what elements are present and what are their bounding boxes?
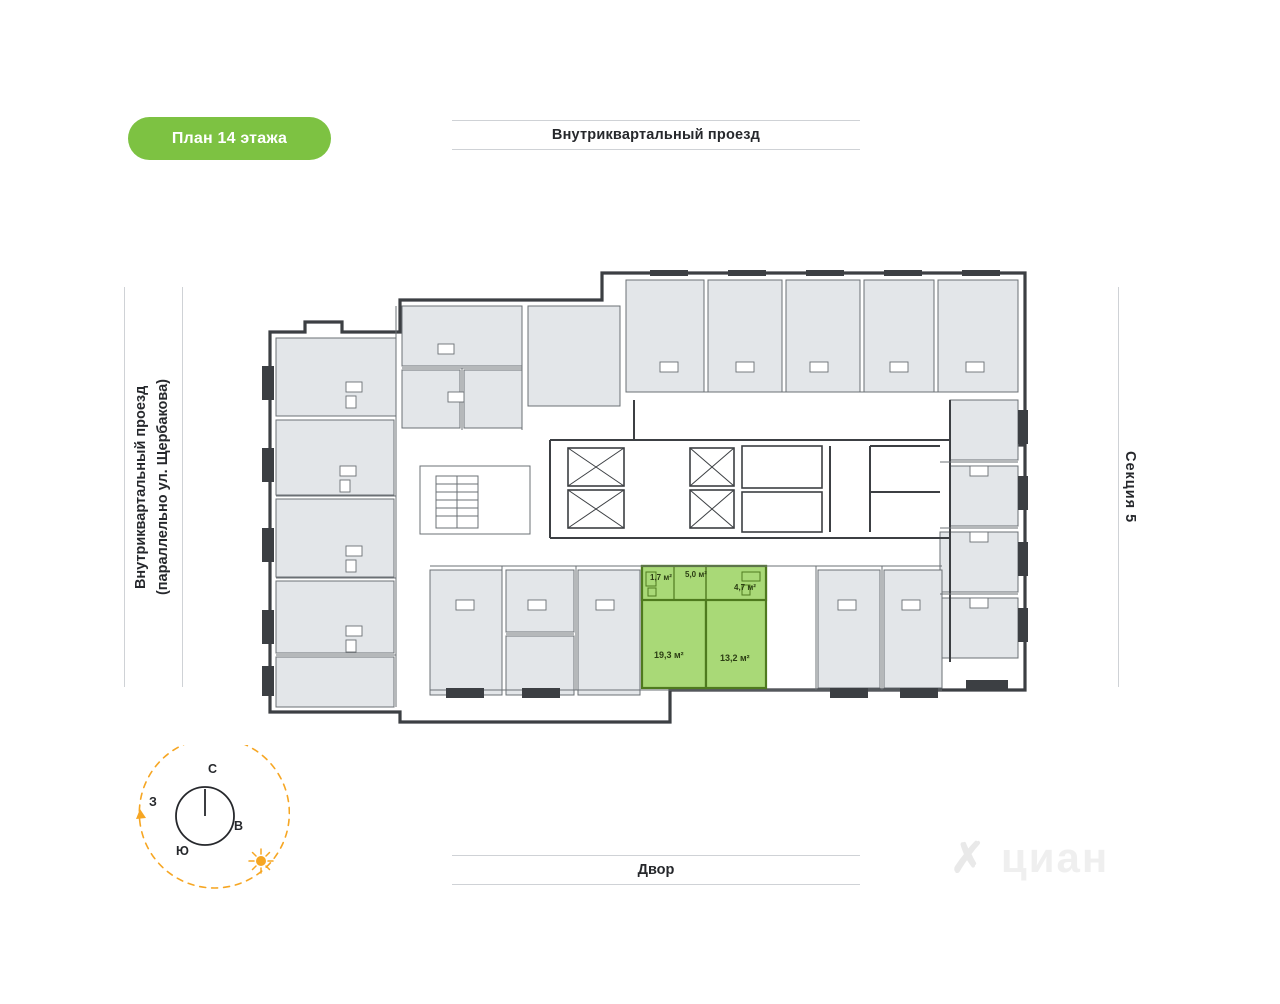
sun-icon [249,849,273,873]
floor-plan-badge [128,117,331,160]
area-label-living-room: 19,3 м² [654,650,684,660]
divider-bottom-lower [452,884,860,885]
stair-core-left [420,466,530,534]
compass-label-east: В [234,819,244,833]
label-bottom-yard [452,855,860,884]
compass-svg [120,745,290,895]
label-left-street-text [131,371,175,603]
divider-top-lower [452,149,860,150]
label-left-street [124,287,184,687]
apartment-fills-bottom-right [818,570,942,688]
apartment-fills-bottom-left [430,570,640,695]
floor-plan-badge-label: План 14 этажа [171,129,288,147]
compass-rose [120,745,290,895]
label-right-section-text: Секция 5 [1120,443,1140,531]
compass-label-west: З [149,795,157,809]
area-label-kitchen: 13,2 м² [720,653,750,663]
compass-label-north: С [208,762,218,776]
label-right-section [1110,287,1150,687]
label-left-street-line2: (параллельно ул. Щербакова) [155,378,171,596]
label-bottom-yard-text: Двор [626,862,687,878]
compass-label-south: Ю [176,844,189,858]
sun-path-arrow [136,809,146,819]
watermark-text: циан [1000,834,1110,881]
floor-plan-svg [250,270,1040,730]
area-label-corridor: 1,7 м² [650,573,672,582]
area-label-bathroom: 4,7 м² [734,583,756,592]
divider-left-inner [182,287,183,687]
watermark [950,833,1109,882]
label-top-street [452,120,860,149]
label-top-street-text: Внутриквартальный проезд [542,127,770,143]
area-label-room-small: 5,0 м² [685,570,707,579]
label-left-street-line1: Внутриквартальный проезд [133,385,150,589]
watermark-glyph: ✗ [950,834,988,881]
floor-plan-drawing [250,270,1040,730]
